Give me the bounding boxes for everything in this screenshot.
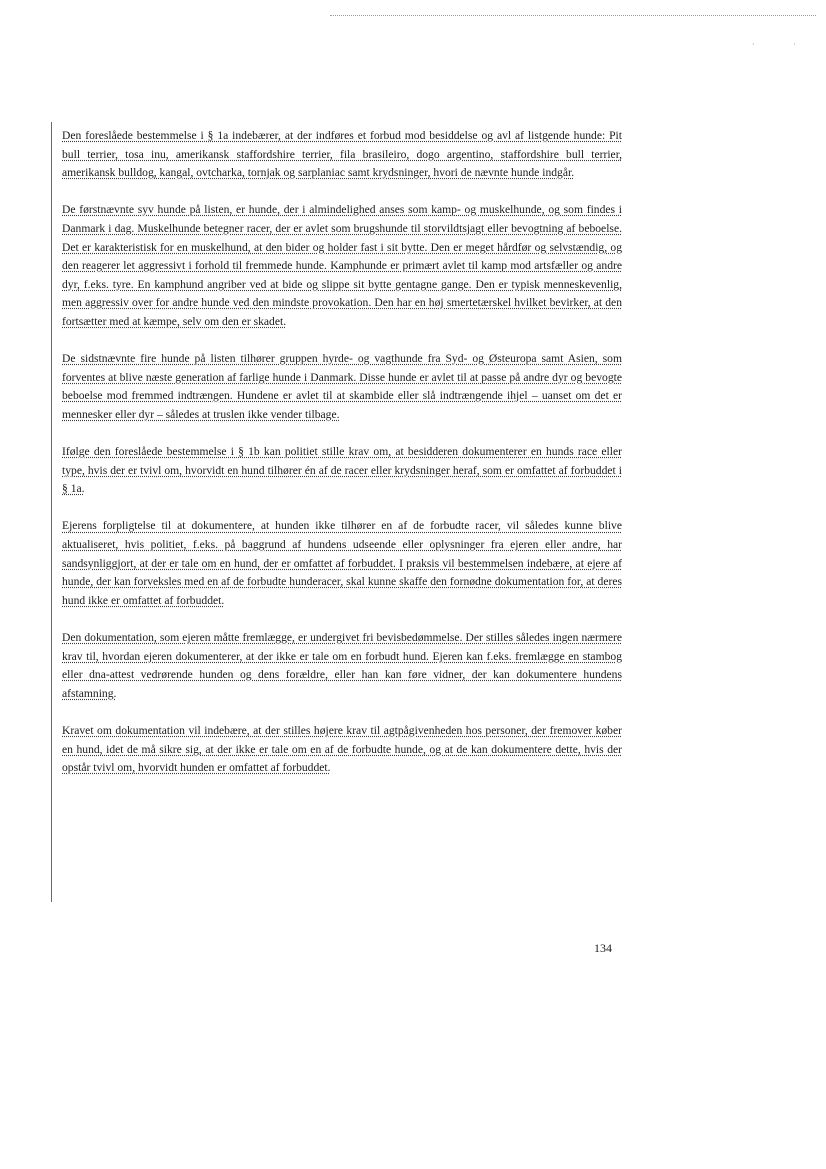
document-body	[62, 127, 622, 796]
paragraph: Den foreslåede bestemmelse i § 1a indebærer, at der indføres et forbud mod besiddelse og avl af listgende hunde: Pit bull terrier, tosa inu, amerikansk staffordshire terrier, fila brasileiro, dogo argentino, staffordshire bull terrier, amerikansk bulldog, kangal, ovtcharka, tornjak og sarplaniac samt krydsninger, hvori de nævnte hunde indgår.	[62, 129, 622, 180]
top-dotted-rule	[330, 15, 816, 16]
paragraph: Ejerens forpligtelse til at dokumentere, at hunden ikke tilhører en af de forbudte racer, vil således kunne blive aktualiseret, hvis politiet, f.eks. på baggrund af hundens udseende eller oplysninger fra ejeren eller andre, har sandsynliggjort, at der er tale om en hund, der er omfattet af forbuddet. I praksis vil bestemmelsen indebære, at ejere af hunde, der kan forveksles med en af de forbudte hunderacer, skal kunne skaffe den fornødne dokumentation for, at deres hund ikke er omfattet af forbuddet.	[62, 519, 622, 607]
paragraph: Ifølge den foreslåede bestemmelse i § 1b kan politiet stille krav om, at besidderen dokumenterer en hunds race eller type, hvis der er tvivl om, hvorvidt en hund tilhører én af de racer eller krydsninger heraf, som er omfattet af forbuddet i § 1a.	[62, 445, 622, 496]
paragraph: Den dokumentation, som ejeren måtte fremlægge, er undergivet fri bevisbedømmelse. Der stilles således ingen nærmere krav til, hvordan ejeren dokumenterer, at der ikke er tale om en forbudt hund. Ejeren kan f.eks. fremlægge en stambog eller dna-attest vedrørende hunden og dens forældre, eller han kan føre vidner, der kan dokumentere hundens afstamning.	[62, 631, 622, 700]
corner-scan-mark: · ·	[752, 40, 814, 49]
page-number: 134	[594, 941, 612, 955]
paragraph: Kravet om dokumentation vil indebære, at der stilles højere krav til agtpågivenheden hos personer, der fremover køber en hund, idet de må sikre sig, at der ikke er tale om en af de forbudte hunde, og at de kan dokumentere dette, hvis der opstår tvivl om, hvorvidt hunden er omfattet af forbuddet.	[62, 724, 622, 775]
margin-rule	[51, 122, 52, 902]
paragraph: De førstnævnte syv hunde på listen, er hunde, der i almindelighed anses som kamp- og muskelhunde, og som findes i Danmark i dag. Muskelhunde betegner racer, der er avlet som brugshunde til storvildtsjagt eller bevogtning af beboelse. Det er karakteristisk for en muskelhund, at den bider og holder fast i sit bytte. Den er meget hårdfør og selvstændig, og den reagerer let aggressivt i forhold til fremmede hunde. Kamphunde er primært avlet til kamp mod artsfæller og andre dyr, f.eks. tyre. En kamphund angriber ved at bide og slippe sit bytte gentagne gange. Den er typisk menneskevenlig, men aggressiv over for andre hunde ved den mindste provokation. Den har en høj smertetærskel hvilket bevirker, at den fortsætter med at kæmpe, selv om den er skadet.	[62, 203, 622, 328]
paragraph: De sidstnævnte fire hunde på listen tilhører gruppen hyrde- og vagthunde fra Syd- og Østeuropa samt Asien, som forventes at blive næste generation af farlige hunde i Danmark. Disse hunde er avlet til at passe på andre dyr og bevogte beboelse mod fremmed indtrængen. Hundene er avlet til at skambide eller slå indtrængende ihjel – uanset om det er mennesker eller dyr – således at truslen ikke vender tilbage.	[62, 352, 622, 421]
